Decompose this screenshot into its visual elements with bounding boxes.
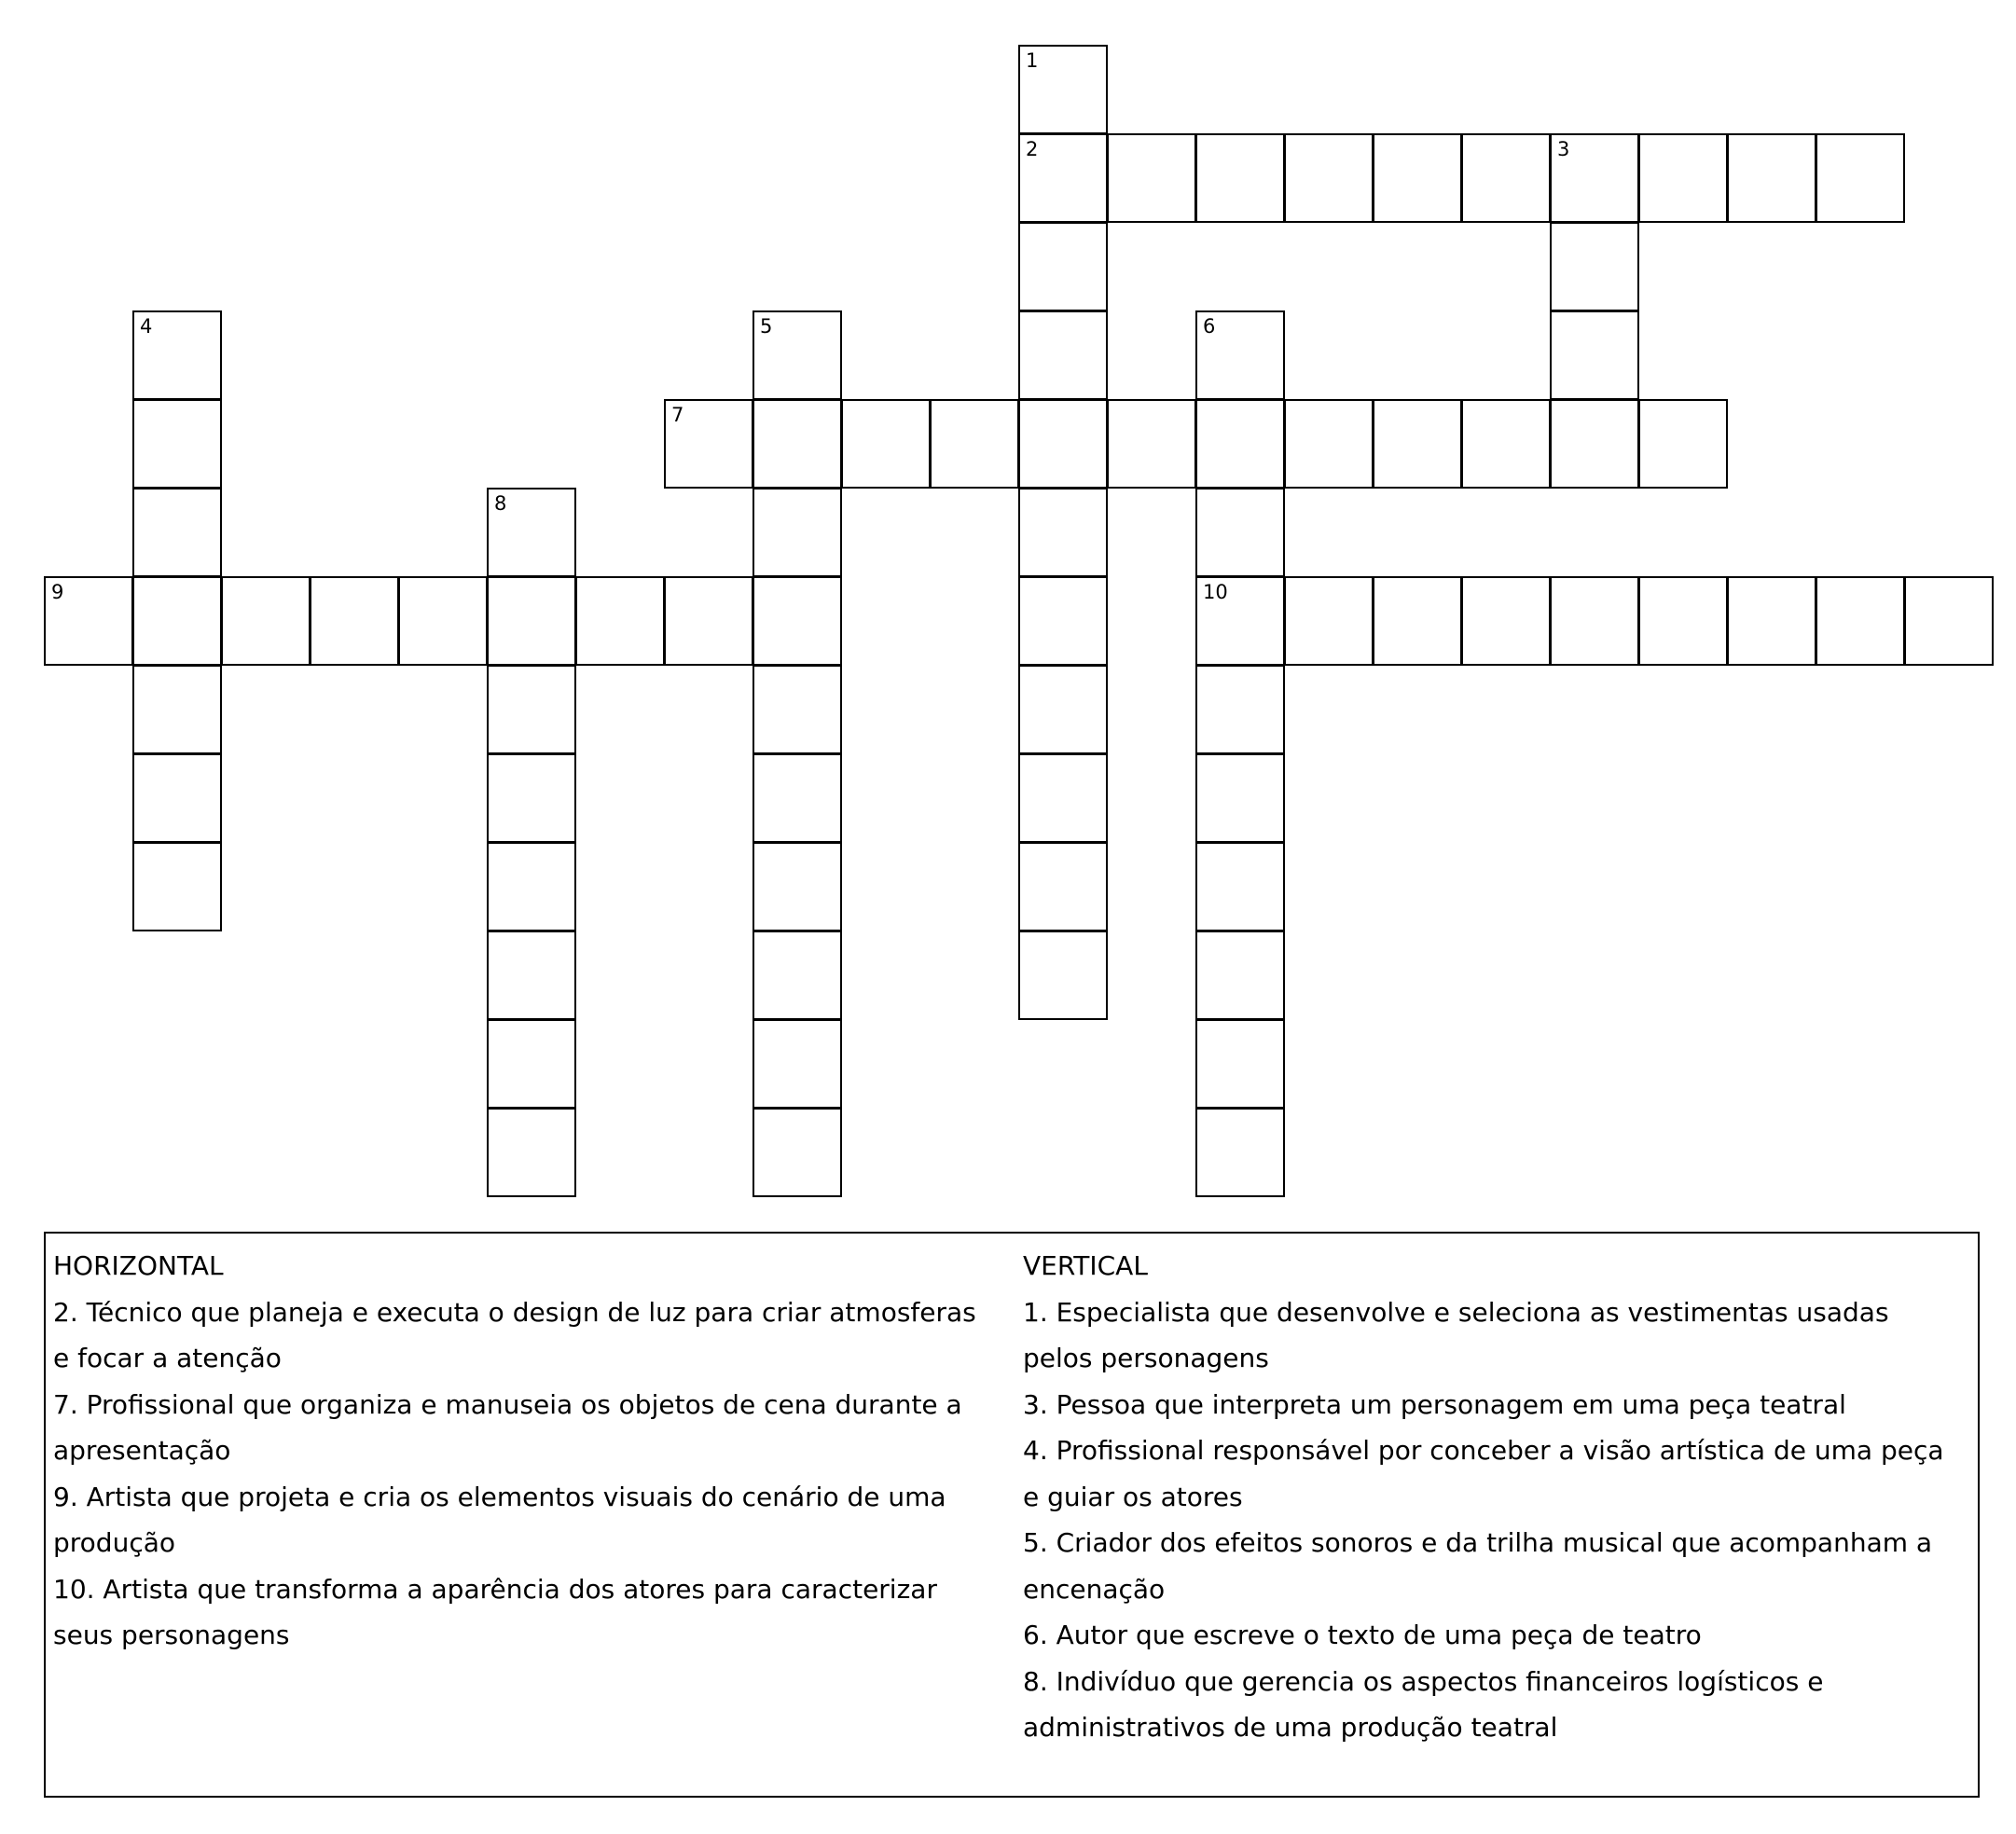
vertical-heading: VERTICAL	[1023, 1250, 1148, 1281]
crossword-cell[interactable]	[1195, 1019, 1285, 1109]
crossword-cell[interactable]	[132, 842, 222, 931]
crossword-cell[interactable]	[1373, 399, 1462, 489]
crossword-cell[interactable]	[487, 488, 576, 577]
crossword-cell[interactable]	[575, 576, 665, 666]
crossword-cell[interactable]	[132, 576, 222, 666]
crossword-cell[interactable]	[1461, 399, 1551, 489]
crossword-cell[interactable]	[1816, 576, 1905, 666]
crossword-cell[interactable]	[1550, 576, 1639, 666]
crossword-cell[interactable]	[487, 1019, 576, 1109]
clue-number: 7	[671, 404, 684, 426]
crossword-cell[interactable]	[1284, 576, 1374, 666]
crossword-cell[interactable]	[753, 665, 842, 754]
crossword-cell[interactable]	[487, 931, 576, 1020]
crossword-cell[interactable]	[1107, 133, 1196, 223]
crossword-cell[interactable]	[1018, 931, 1108, 1020]
crossword-cell[interactable]	[664, 576, 753, 666]
crossword-cell[interactable]	[1018, 842, 1108, 931]
clue-v-6: 6. Autor que escreve o texto de uma peça de teatro	[1023, 1620, 1702, 1650]
crossword-cell[interactable]	[664, 399, 753, 489]
crossword-cell[interactable]	[1195, 1108, 1285, 1197]
crossword-cell[interactable]	[1727, 133, 1816, 223]
crossword-cell[interactable]	[487, 842, 576, 931]
crossword-cell[interactable]	[1373, 576, 1462, 666]
clue-number: 3	[1557, 138, 1570, 160]
crossword-cell[interactable]	[1284, 133, 1374, 223]
crossword-cell[interactable]	[753, 576, 842, 666]
clue-v-3: 3. Pessoa que interpreta um personagem em uma peça teatral	[1023, 1388, 1846, 1420]
crossword-cell[interactable]	[398, 576, 488, 666]
crossword-cell[interactable]	[1018, 665, 1108, 754]
crossword-cell[interactable]	[1638, 399, 1728, 489]
crossword-cell[interactable]	[1727, 576, 1816, 666]
clue-number: 8	[494, 492, 507, 515]
crossword-cell[interactable]	[132, 753, 222, 843]
crossword-cell[interactable]	[132, 665, 222, 754]
clue-h-10: 10. Artista que transforma a aparência dos atores para caracterizar seus personagens	[53, 1573, 937, 1650]
crossword-cell[interactable]	[487, 665, 576, 754]
crossword-cell[interactable]	[310, 576, 399, 666]
crossword-cell[interactable]	[753, 1019, 842, 1109]
crossword-cell[interactable]	[1018, 399, 1108, 489]
crossword-cell[interactable]	[1550, 133, 1639, 223]
crossword-cell[interactable]	[1195, 399, 1285, 489]
crossword-cell[interactable]	[1550, 399, 1639, 489]
crossword-cell[interactable]	[930, 399, 1019, 489]
clue-h-7: 7. Profissional que organiza e manuseia os objetos de cena durante a apresentação	[53, 1388, 962, 1466]
crossword-cell[interactable]	[1638, 133, 1728, 223]
crossword-cell[interactable]	[1018, 576, 1108, 666]
crossword-cell[interactable]	[1904, 576, 1994, 666]
clue-v-5: 5. Criador dos efeitos sonoros e da trilha musical que acompanham a encenação	[1023, 1527, 1933, 1605]
crossword-cell[interactable]	[1195, 310, 1285, 400]
vertical-clues	[1023, 1243, 1965, 1751]
crossword-cell[interactable]	[1195, 753, 1285, 843]
crossword-cell[interactable]	[1195, 576, 1285, 666]
crossword-cell[interactable]	[1018, 488, 1108, 577]
crossword-cell[interactable]	[753, 931, 842, 1020]
clue-h-9: 9. Artista que projeta e cria os elementos visuais do cenário de uma produção	[53, 1481, 946, 1558]
crossword-cell[interactable]	[753, 310, 842, 400]
crossword-cell[interactable]	[1816, 133, 1905, 223]
crossword-cell[interactable]	[1018, 753, 1108, 843]
clue-v-8: 8. Indivíduo que gerencia os aspectos financeiros logísticos e administrativos de uma produção teatral	[1023, 1665, 1824, 1743]
clues-box	[44, 1232, 1980, 1798]
crossword-cell[interactable]	[753, 1108, 842, 1197]
clue-v-4: 4. Profissional responsável por conceber a visão artística de uma peça e guiar os atores	[1023, 1435, 1944, 1512]
crossword-cell[interactable]	[487, 1108, 576, 1197]
clue-number: 2	[1026, 138, 1039, 160]
crossword-cell[interactable]	[1550, 222, 1639, 311]
crossword-cell[interactable]	[487, 753, 576, 843]
crossword-cell[interactable]	[1018, 133, 1108, 223]
crossword-cell[interactable]	[1638, 576, 1728, 666]
clue-number: 10	[1203, 581, 1228, 603]
crossword-cell[interactable]	[753, 753, 842, 843]
crossword-cell[interactable]	[1195, 842, 1285, 931]
clue-number: 4	[140, 315, 153, 338]
crossword-cell[interactable]	[1461, 576, 1551, 666]
crossword-cell[interactable]	[1284, 399, 1374, 489]
crossword-cell[interactable]	[1373, 133, 1462, 223]
crossword-cell[interactable]	[1461, 133, 1551, 223]
crossword-cell[interactable]	[132, 488, 222, 577]
crossword-cell[interactable]	[487, 576, 576, 666]
clue-number: 5	[760, 315, 773, 338]
crossword-cell[interactable]	[1195, 133, 1285, 223]
crossword-cell[interactable]	[1195, 931, 1285, 1020]
crossword-cell[interactable]	[1550, 310, 1639, 400]
crossword-cell[interactable]	[1018, 45, 1108, 134]
horizontal-clues	[53, 1243, 995, 1659]
crossword-cell[interactable]	[1018, 310, 1108, 400]
clue-v-1: 1. Especialista que desenvolve e seleciona as vestimentas usadas pelos personagens	[1023, 1296, 1889, 1373]
clue-number: 9	[51, 581, 64, 603]
crossword-cell[interactable]	[753, 842, 842, 931]
crossword-cell[interactable]	[1195, 488, 1285, 577]
crossword-cell[interactable]	[841, 399, 931, 489]
crossword-cell[interactable]	[1107, 399, 1196, 489]
horizontal-heading: HORIZONTAL	[53, 1250, 224, 1281]
clue-number: 1	[1026, 49, 1039, 72]
crossword-cell[interactable]	[1195, 665, 1285, 754]
crossword-cell[interactable]	[221, 576, 311, 666]
clue-h-2: 2. Técnico que planeja e executa o design de luz para criar atmosferas e focar a atenção	[53, 1296, 976, 1373]
crossword-cell[interactable]	[1018, 222, 1108, 311]
crossword-cell[interactable]	[753, 399, 842, 489]
crossword-cell[interactable]	[132, 310, 222, 400]
crossword-cell[interactable]	[44, 576, 133, 666]
crossword-cell[interactable]	[753, 488, 842, 577]
crossword-cell[interactable]	[132, 399, 222, 489]
clue-number: 6	[1203, 315, 1216, 338]
